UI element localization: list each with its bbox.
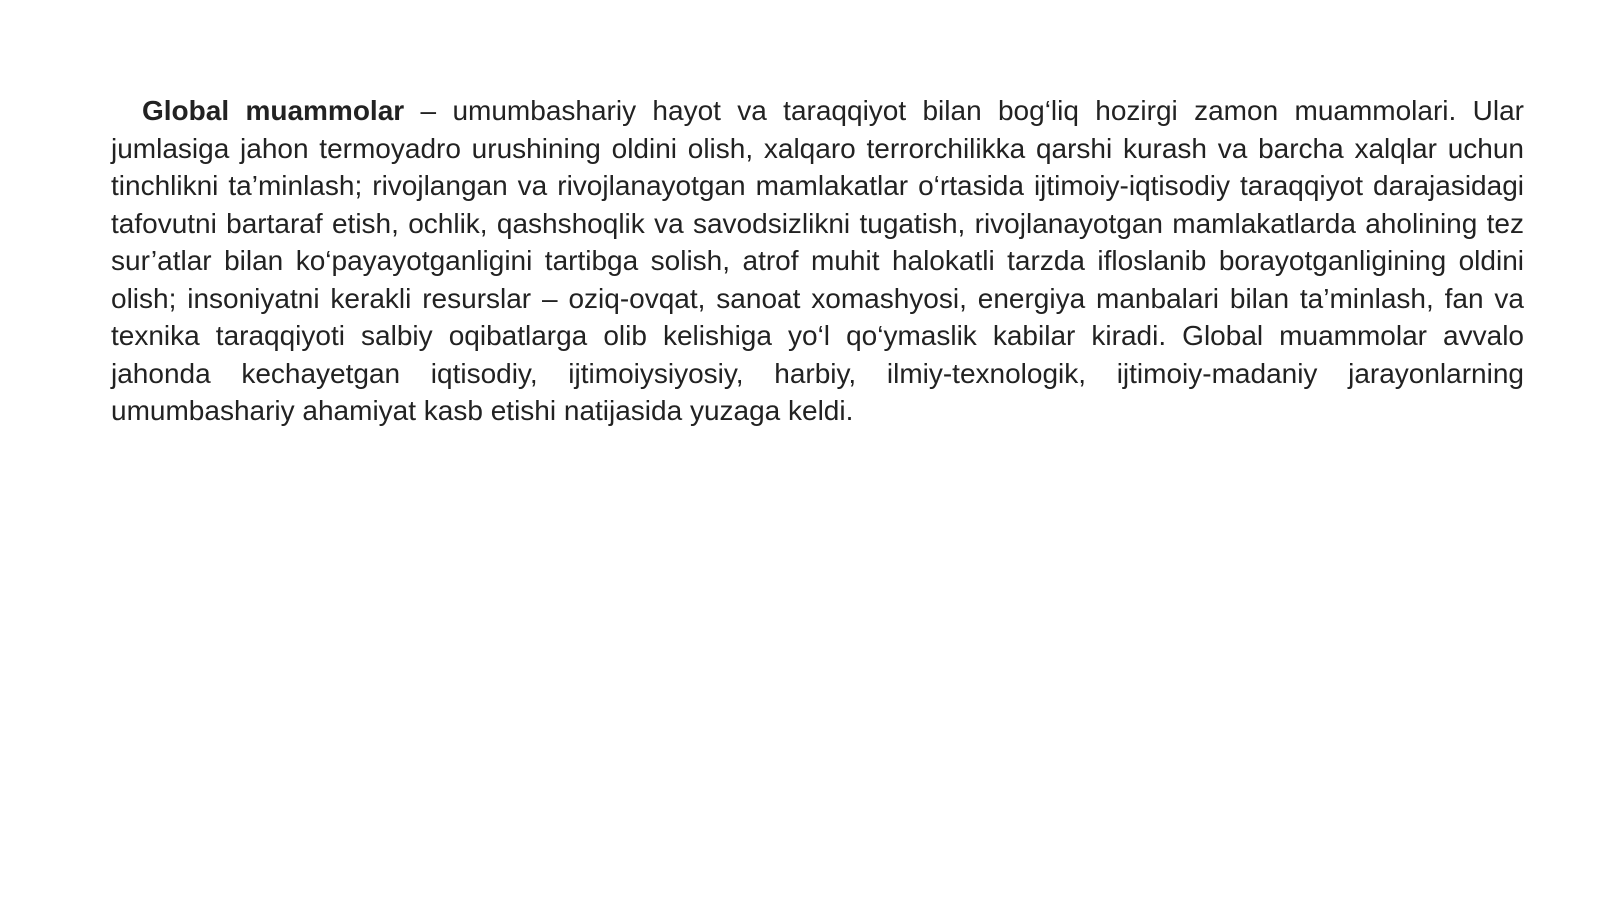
definition-paragraph (111, 92, 1524, 430)
definition-text: – umumbashariy hayot va taraqqiyot bilan bog‘liq hozirgi zamon muammolari. Ular jumlasiga jahon termoyadro urushining oldini olish, xalqaro terrorchilikka qarshi kurash va barcha xalqlar uchun tinchlikni ta’minlash; rivojlangan va rivojlanayotgan mamlakatlar o‘rtasida ijtimoiy-iqtisodiy taraqqiyot darajasidagi tafovutni bartaraf etish, ochlik, qashshoqlik va savodsizlikni tugatish, rivojlanayotgan mamlakatlarda aholining tez sur’atlar bilan ko‘payayotganligini tartibga solish, atrof muhit halokatli tarzda ifloslanib borayotganligining oldini olish; insoniyatni kerakli resurslar – oziq-ovqat, sanoat xomashyosi, energiya manbalari bilan ta’minlash, fan va texnika taraqqiyoti salbiy oqibatlarga olib kelishiga yo‘l qo‘ymaslik kabilar kiradi. Global muammolar avvalo jahonda kechayetgan iqtisodiy, ijtimoiysiyosiy, harbiy, ilmiy-texnologik, ijtimoiy-madaniy jarayonlarning umumbashariy ahamiyat kasb etishi natijasida yuzaga keldi. (111, 95, 1524, 426)
term-heading: Global muammolar (142, 95, 405, 126)
text-block (111, 92, 1524, 430)
